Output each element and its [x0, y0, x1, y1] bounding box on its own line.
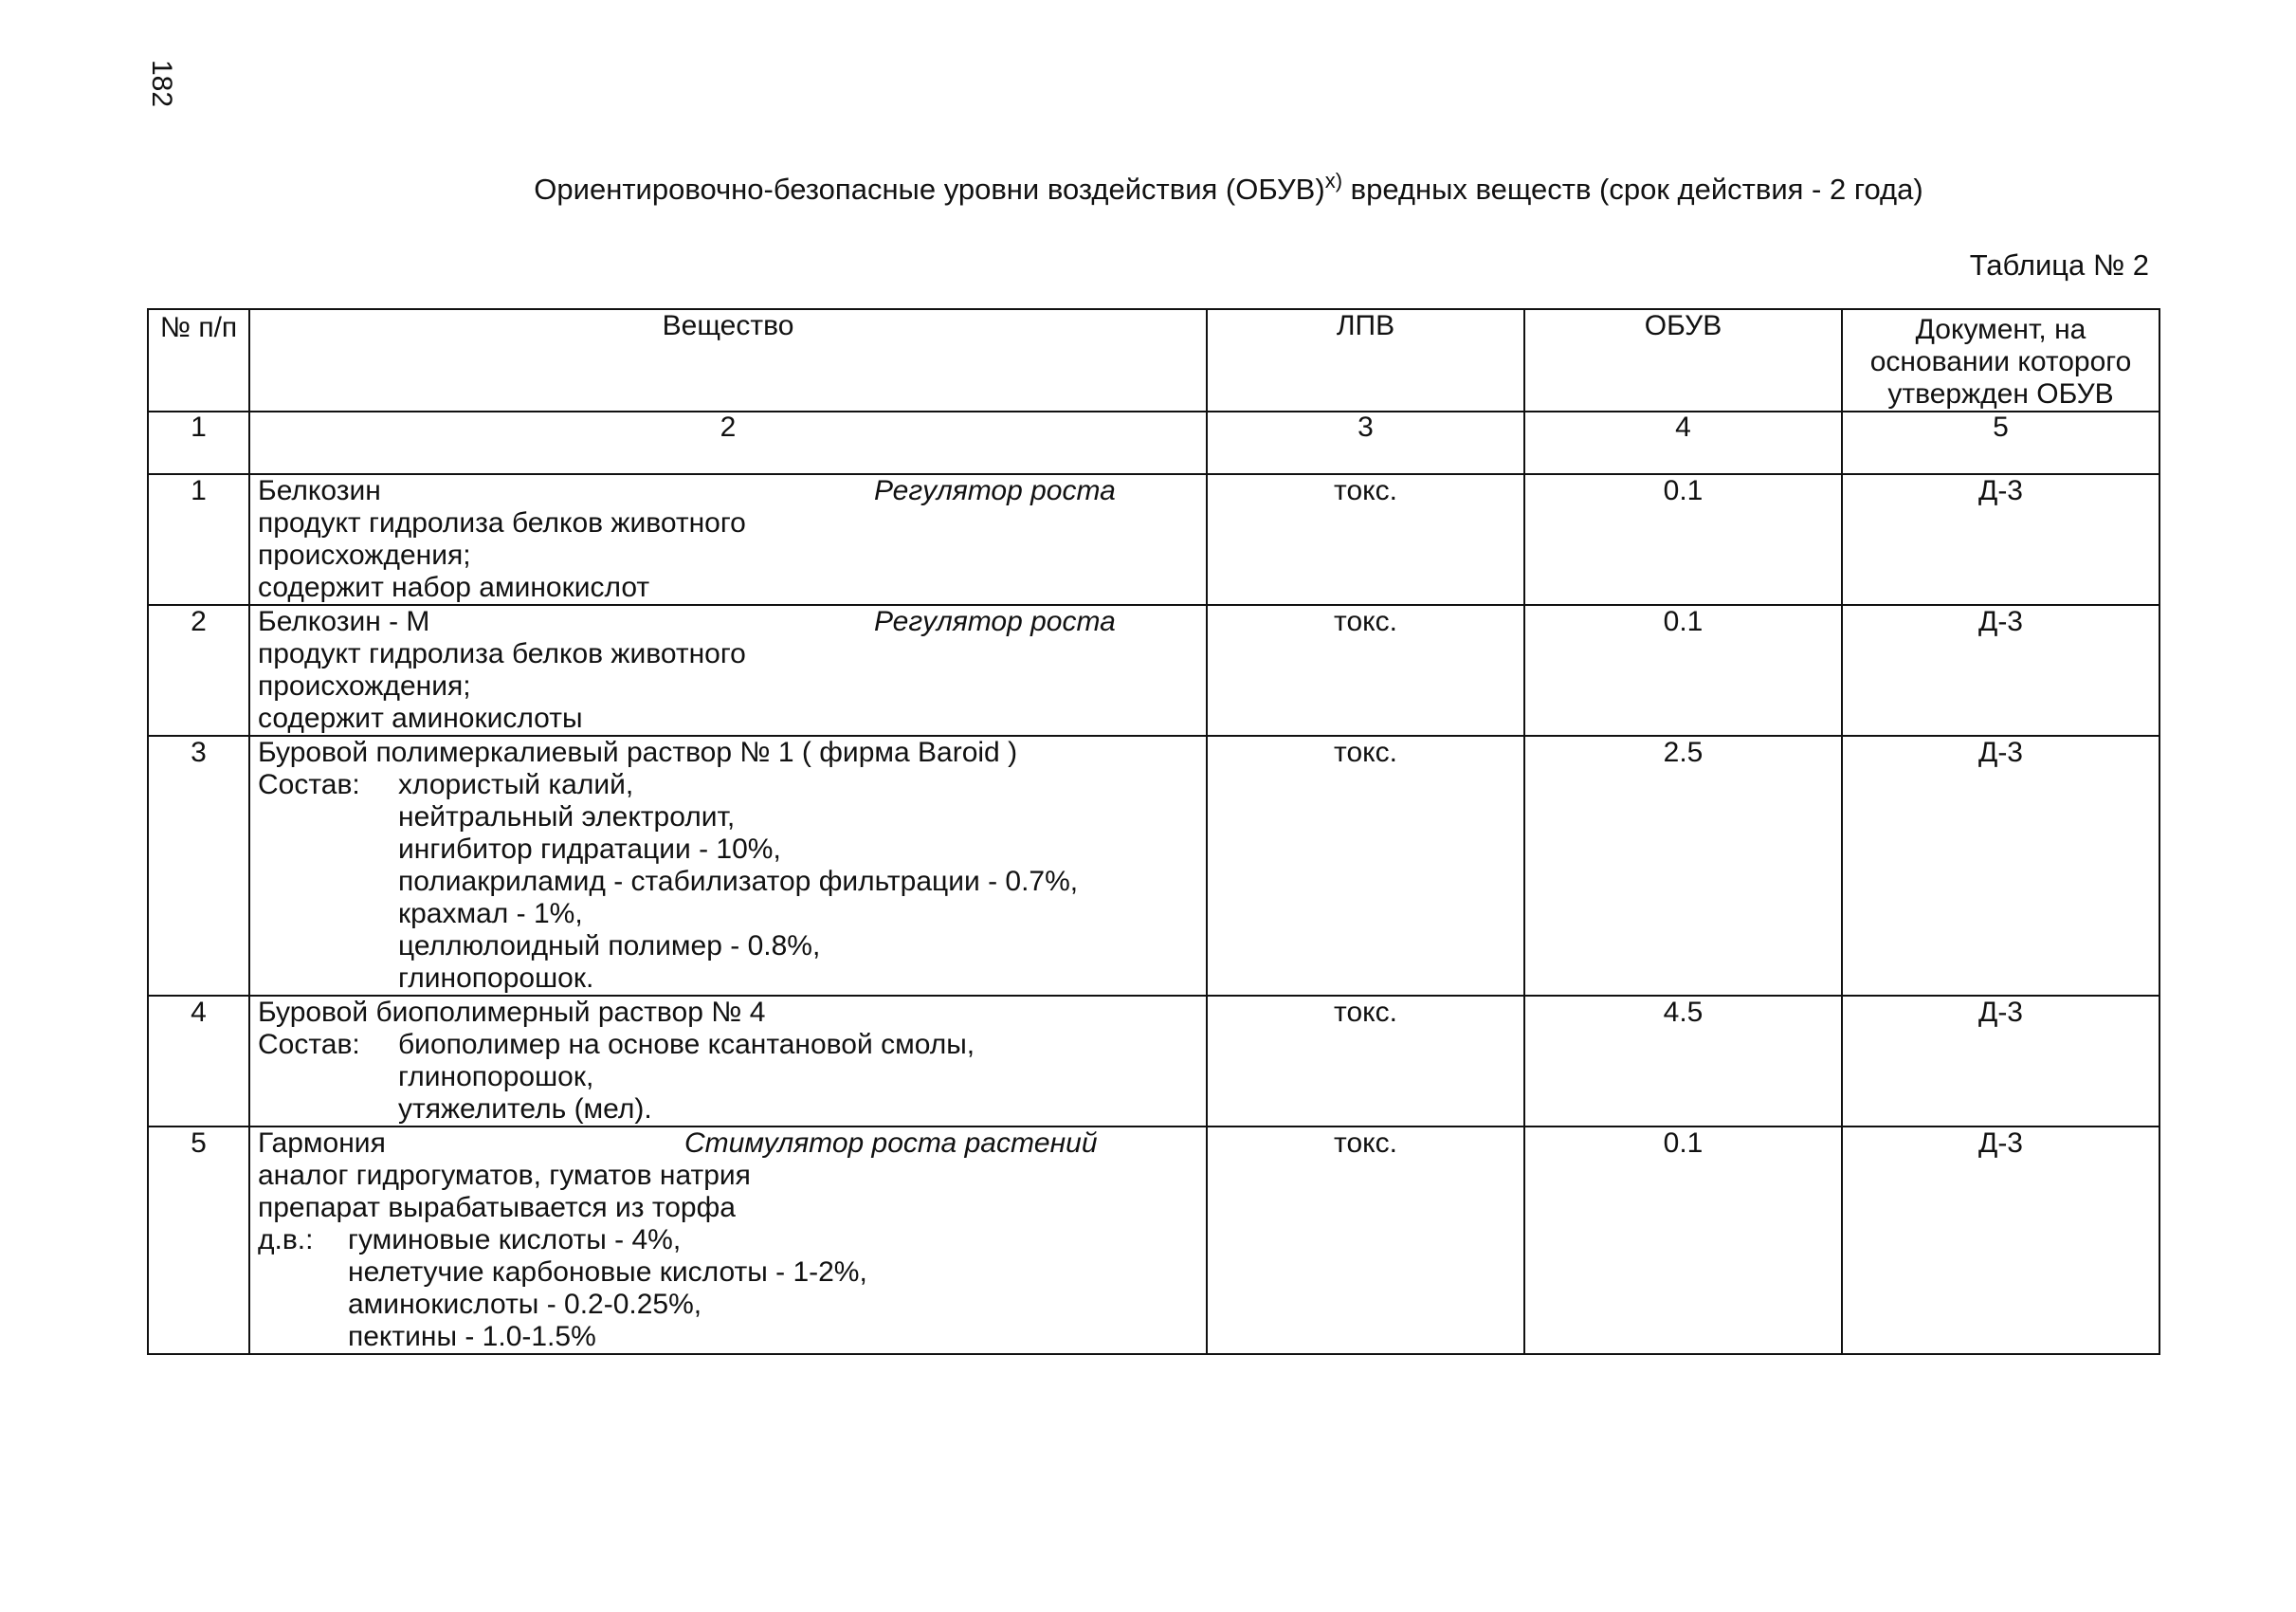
- obuv-value: 4.5: [1524, 996, 1842, 1127]
- obuv-value: 0.1: [1524, 1127, 1842, 1354]
- composition-label: Состав:: [258, 1029, 360, 1060]
- substance-category: Регулятор роста: [874, 475, 1116, 506]
- active-ingredients-label: д.в.:: [258, 1224, 314, 1255]
- document-value: Д-3: [1842, 736, 2159, 996]
- substance-line: аналог гидрогуматов, гуматов натрия: [258, 1160, 751, 1191]
- composition-item: глинопорошок,: [398, 1061, 594, 1092]
- document-value: Д-3: [1842, 474, 2159, 605]
- substance-composition-first: [258, 769, 1198, 801]
- column-number-row: [148, 412, 2159, 474]
- lpv-value: токс.: [1207, 736, 1524, 996]
- composition-label: Состав:: [258, 769, 360, 800]
- substance-cell: [249, 736, 1207, 996]
- substance-cell: [249, 474, 1207, 605]
- obuv-value: 0.1: [1524, 474, 1842, 605]
- substance-name: Буровой полимеркалиевый раствор № 1 ( фирма Baroid ): [258, 737, 1018, 768]
- substance-name: Гармония: [258, 1127, 386, 1159]
- composition-item: утяжелитель (мел).: [398, 1093, 652, 1125]
- document-value: Д-3: [1842, 1127, 2159, 1354]
- active-ingredient: пектины - 1.0-1.5%: [348, 1321, 596, 1352]
- table-row: [148, 605, 2159, 736]
- substance-name: Белкозин: [258, 475, 381, 506]
- obuv-value: 2.5: [1524, 736, 1842, 996]
- lpv-value: токс.: [1207, 605, 1524, 736]
- table-row: [148, 1127, 2159, 1354]
- substance-line: продукт гидролиза белков животного: [258, 638, 746, 669]
- composition-item: ингибитор гидратации - 10%,: [398, 833, 781, 865]
- header-obuv: ОБУВ: [1524, 309, 1842, 412]
- obuv-table: [147, 308, 2160, 1355]
- substance-cell: [249, 996, 1207, 1127]
- active-ingredient: аминокислоты - 0.2-0.25%,: [348, 1289, 702, 1320]
- column-number: 1: [148, 412, 249, 474]
- composition-item: глинопорошок.: [398, 962, 594, 994]
- substance-category: Стимулятор роста растений: [684, 1127, 1098, 1159]
- substance-line: происхождения;: [258, 540, 471, 571]
- obuv-value: 0.1: [1524, 605, 1842, 736]
- substance-line: происхождения;: [258, 670, 471, 702]
- table-caption: Таблица № 2: [1969, 248, 2149, 282]
- active-ingredient: нелетучие карбоновые кислоты - 1-2%,: [348, 1256, 867, 1288]
- composition-item: хлористый калий,: [398, 769, 634, 800]
- row-number: 4: [148, 996, 249, 1127]
- row-number: 2: [148, 605, 249, 736]
- document-value: Д-3: [1842, 996, 2159, 1127]
- composition-item: целлюлоидный полимер - 0.8%,: [398, 930, 821, 962]
- table-header-row: [148, 309, 2159, 412]
- lpv-value: токс.: [1207, 474, 1524, 605]
- composition-item: нейтральный электролит,: [398, 801, 736, 833]
- table-row: [148, 996, 2159, 1127]
- table-row: [148, 474, 2159, 605]
- substance-cell: [249, 605, 1207, 736]
- document-value: Д-3: [1842, 605, 2159, 736]
- header-document: Документ, на основании которого утвержден ОБУВ: [1842, 309, 2159, 412]
- lpv-value: токс.: [1207, 996, 1524, 1127]
- substance-category: Регулятор роста: [874, 606, 1116, 637]
- title-footnote-mark: х): [1324, 169, 1343, 192]
- header-substance: Вещество: [249, 309, 1207, 412]
- document-title: [0, 169, 2296, 207]
- header-lpv: ЛПВ: [1207, 309, 1524, 412]
- substance-line: продукт гидролиза белков животного: [258, 507, 746, 539]
- substance-composition-first: [258, 1029, 1198, 1061]
- substance-line: препарат вырабатывается из торфа: [258, 1192, 736, 1223]
- title-text-rest: вредных веществ (срок действия - 2 года): [1342, 173, 1923, 206]
- page-number: 182: [146, 59, 177, 108]
- row-number: 3: [148, 736, 249, 996]
- column-number: 2: [249, 412, 1207, 474]
- substance-line: содержит набор аминокислот: [258, 572, 650, 603]
- active-ingredient: гуминовые кислоты - 4%,: [348, 1224, 682, 1255]
- substance-name: Буровой биополимерный раствор № 4: [258, 997, 766, 1028]
- composition-item: крахмал - 1%,: [398, 898, 583, 929]
- column-number: 5: [1842, 412, 2159, 474]
- substance-name: Белкозин - М: [258, 606, 430, 637]
- column-number: 4: [1524, 412, 1842, 474]
- title-text: Ориентировочно-безопасные уровни воздействия (ОБУВ): [534, 173, 1325, 206]
- active-ingredients-first: [258, 1224, 1198, 1256]
- substance-line: содержит аминокислоты: [258, 703, 583, 734]
- composition-item: биополимер на основе ксантановой смолы,: [398, 1029, 975, 1060]
- lpv-value: токс.: [1207, 1127, 1524, 1354]
- row-number: 1: [148, 474, 249, 605]
- substance-cell: [249, 1127, 1207, 1354]
- header-num: № п/п: [148, 309, 249, 412]
- row-number: 5: [148, 1127, 249, 1354]
- column-number: 3: [1207, 412, 1524, 474]
- table-row: [148, 736, 2159, 996]
- composition-item: полиакриламид - стабилизатор фильтрации - 0.7%,: [398, 866, 1079, 897]
